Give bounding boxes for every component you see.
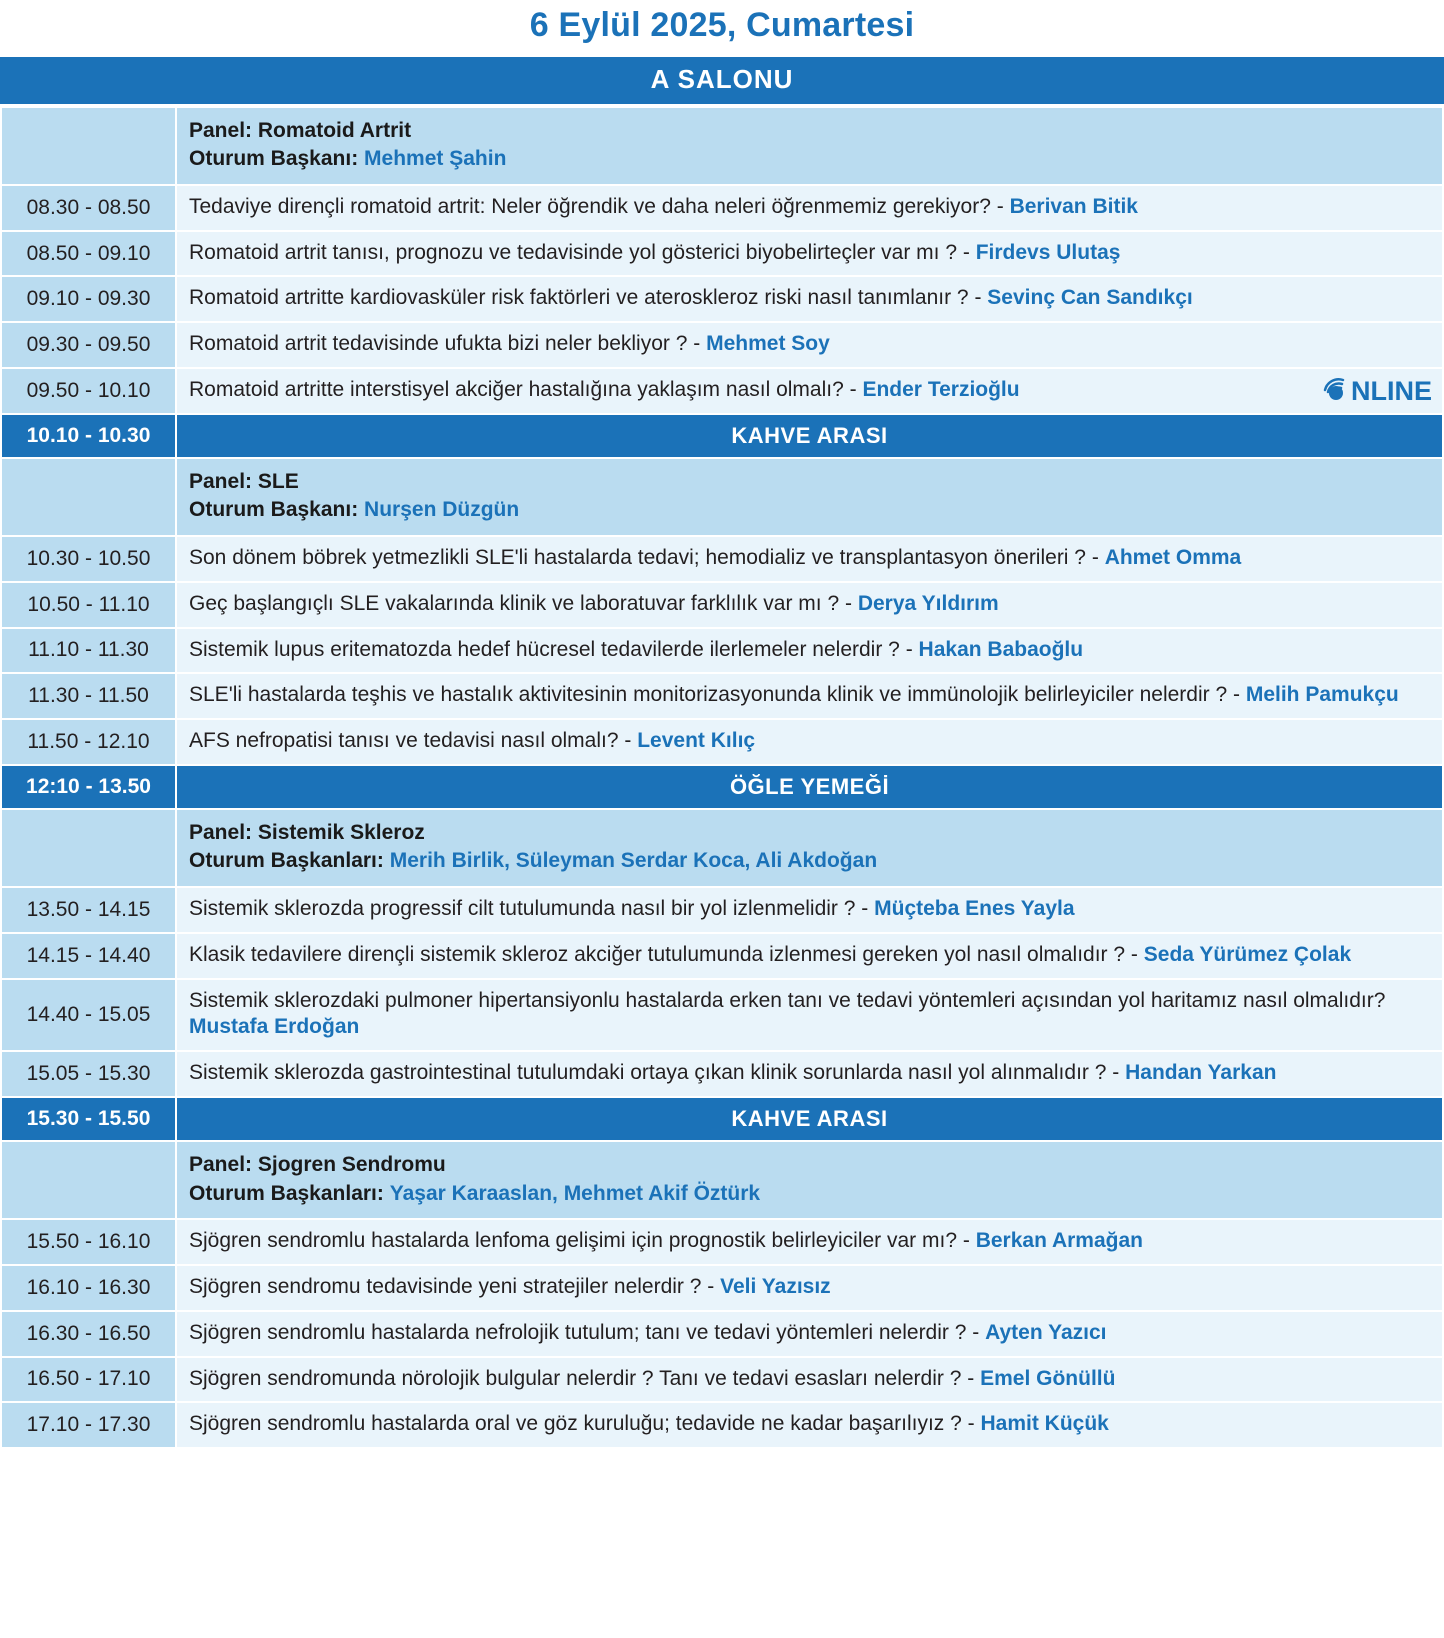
table-row [1, 628, 1443, 674]
table-row [1, 1265, 1443, 1311]
separator: - [693, 332, 701, 356]
session-time [1, 1141, 176, 1219]
separator: - [707, 1274, 715, 1298]
panel-title: Panel: Sistemik Skleroz [189, 821, 425, 845]
talk-title: Tedaviye dirençli romatoid artrit: Neler öğrendik ve daha neleri öğrenmemiz gerekiyor? [189, 194, 991, 218]
chair-names: Nurşen Düzgün [364, 498, 520, 522]
schedule-table [0, 106, 1444, 1449]
table-row [1, 322, 1443, 368]
talk-speaker: Hamit Küçük [980, 1412, 1109, 1436]
table-row [1, 887, 1443, 933]
talk-speaker: Emel Gönüllü [980, 1366, 1116, 1390]
break-time: 15.30 - 15.50 [1, 1097, 176, 1141]
talk-cell [176, 1357, 1443, 1403]
talk-title: Sistemik sklerozda progressif cilt tutulumunda nasıl bir yol izlenmelidir ? [189, 896, 856, 920]
talk-time: 10.50 - 11.10 [1, 582, 176, 628]
table-row [1, 185, 1443, 231]
talk-title: Romatoid artrit tedavisinde ufukta bizi neler bekliyor ? [189, 332, 688, 356]
separator: - [1112, 1061, 1120, 1085]
separator: - [1091, 545, 1099, 569]
panel-header [176, 1141, 1443, 1219]
talk-title: Geç başlangıçlı SLE vakalarında klinik ve laboratuvar farklılık var mı ? [189, 591, 840, 615]
talk-cell [176, 1219, 1443, 1265]
talk-title: Sistemik sklerozda gastrointestinal tutulumdaki ortaya çıkan klinik sorunlarda nasıl yol alınmalıdır ? [189, 1061, 1107, 1085]
talk-time: 08.50 - 09.10 [1, 231, 176, 277]
talk-cell [176, 628, 1443, 674]
break-label: ÖĞLE YEMEĞİ [176, 765, 1443, 809]
table-row [1, 1219, 1443, 1265]
talk-time: 15.50 - 16.10 [1, 1219, 176, 1265]
talk-time: 11.50 - 12.10 [1, 719, 176, 765]
panel-header [176, 809, 1443, 887]
separator: - [861, 896, 869, 920]
talk-cell [176, 719, 1443, 765]
talk-time: 10.30 - 10.50 [1, 536, 176, 582]
talk-cell [176, 276, 1443, 322]
talk-speaker: Levent Kılıç [637, 729, 756, 753]
talk-time: 09.50 - 10.10 [1, 368, 176, 414]
table-row [1, 231, 1443, 277]
talk-title: Romatoid artritte kardiovasküler risk faktörleri ve ateroskleroz riski nasıl tanımlanır ? [189, 286, 969, 310]
session-time [1, 458, 176, 536]
talk-speaker: Handan Yarkan [1125, 1061, 1277, 1085]
panel-header [176, 458, 1443, 536]
talk-speaker: Melih Pamukçu [1245, 683, 1399, 707]
separator: - [962, 240, 970, 264]
talk-cell [176, 231, 1443, 277]
talk-time: 09.10 - 09.30 [1, 276, 176, 322]
talk-time: 13.50 - 14.15 [1, 887, 176, 933]
talk-cell [176, 887, 1443, 933]
talk-cell [176, 1402, 1443, 1448]
table-row [1, 1051, 1443, 1097]
talk-title: AFS nefropatisi tanısı ve tedavisi nasıl olmalı? [189, 729, 619, 753]
talk-title: Son dönem böbrek yetmezlikli SLE'li hastalarda tedavi; hemodializ ve transplantasyon önerileri ? [189, 545, 1086, 569]
panel-title: Panel: SLE [189, 470, 299, 494]
session-time [1, 809, 176, 887]
panel-chair-line [189, 496, 1430, 524]
page-title: 6 Eylül 2025, Cumartesi [529, 6, 915, 44]
panel-chair-line [189, 847, 1430, 875]
talk-title: Sjögren sendromlu hastalarda lenfoma gelişimi için prognostik belirleyiciler var mı? [189, 1228, 958, 1252]
talk-cell [176, 1311, 1443, 1357]
table-row [1, 276, 1443, 322]
table-row [1, 107, 1443, 185]
panel-chair-line [189, 1180, 1430, 1208]
table-row [1, 458, 1443, 536]
online-badge [1319, 374, 1432, 408]
talk-cell [176, 673, 1443, 719]
table-row [1, 933, 1443, 979]
table-row [1, 1141, 1443, 1219]
talk-speaker: Firdevs Ulutaş [975, 240, 1121, 264]
hall-header: A SALONU [0, 55, 1444, 106]
separator: - [967, 1366, 975, 1390]
talk-speaker: Mehmet Soy [706, 332, 830, 356]
talk-speaker: Ender Terzioğlu [862, 378, 1020, 402]
talk-cell [176, 185, 1443, 231]
talk-speaker: Berkan Armağan [975, 1228, 1143, 1252]
table-row [1, 809, 1443, 887]
talk-speaker: Seda Yürümez Çolak [1143, 942, 1352, 966]
separator: - [1233, 683, 1240, 707]
talk-cell [176, 1051, 1443, 1097]
separator: - [849, 378, 857, 402]
talk-title: Sjögren sendromlu hastalarda nefrolojik tutulum; tanı ve tedavi yöntemleri nelerdir ? [189, 1320, 967, 1344]
table-row [1, 1311, 1443, 1357]
break-label: KAHVE ARASI [176, 414, 1443, 458]
talk-title: Sistemik lupus eritematozda hedef hücresel tedavilerde ilerlemeler nelerdir ? [189, 637, 900, 661]
talk-speaker: Ahmet Omma [1104, 545, 1242, 569]
table-row [1, 1357, 1443, 1403]
talk-title: Sjögren sendromlu hastalarda oral ve göz kuruluğu; tedavide ne kadar başarılıyız ? [189, 1412, 962, 1436]
separator: - [962, 1228, 970, 1252]
talk-speaker: Berivan Bitik [1009, 194, 1138, 218]
chair-names: Yaşar Karaaslan, Mehmet Akif Öztürk [389, 1181, 761, 1205]
table-row [1, 536, 1443, 582]
table-row [1, 414, 1443, 458]
separator: - [624, 729, 632, 753]
separator: - [1130, 942, 1138, 966]
talk-cell [176, 933, 1443, 979]
talk-speaker: Mustafa Erdoğan [189, 1015, 360, 1039]
talk-time: 11.10 - 11.30 [1, 628, 176, 674]
separator: - [844, 591, 852, 615]
table-row [1, 979, 1443, 1052]
talk-title: SLE'li hastalarda teşhis ve hastalık aktivitesinin monitorizasyonunda klinik ve immünolojik belirleyiciler nelerdir ? [189, 683, 1228, 707]
wifi-online-icon [1319, 374, 1353, 408]
talk-title: Sistemik sklerozdaki pulmoner hipertansiyonlu hastalarda erken tanı ve tedavi yöntemleri açısından yol haritamız nasıl olmalıdır? [189, 988, 1386, 1012]
talk-speaker: Derya Yıldırım [857, 591, 999, 615]
panel-title: Panel: Sjogren Sendromu [189, 1153, 446, 1177]
panel-header [176, 107, 1443, 185]
chair-label: Oturum Başkanları: [189, 1181, 384, 1205]
chair-label: Oturum Başkanları: [189, 849, 384, 873]
talk-time: 16.50 - 17.10 [1, 1357, 176, 1403]
session-time [1, 107, 176, 185]
talk-time: 08.30 - 08.50 [1, 185, 176, 231]
break-label: KAHVE ARASI [176, 1097, 1443, 1141]
table-row [1, 582, 1443, 628]
separator: - [967, 1412, 975, 1436]
talk-speaker: Hakan Babaoğlu [918, 637, 1084, 661]
table-row [1, 765, 1443, 809]
talk-cell [176, 322, 1443, 368]
table-row [1, 368, 1443, 414]
talk-time: 17.10 - 17.30 [1, 1402, 176, 1448]
online-label: NLINE [1351, 375, 1432, 406]
talk-time: 11.30 - 11.50 [1, 673, 176, 719]
panel-chair-line [189, 145, 1430, 173]
talk-cell [176, 536, 1443, 582]
panel-title: Panel: Romatoid Artrit [189, 119, 412, 142]
talk-time: 14.40 - 15.05 [1, 979, 176, 1052]
table-row [1, 673, 1443, 719]
chair-label: Oturum Başkanı: [189, 498, 359, 522]
talk-title: Romatoid artrit tanısı, prognozu ve tedavisinde yol gösterici biyobelirteçler var mı ? [189, 240, 958, 264]
separator: - [905, 637, 913, 661]
separator: - [974, 286, 982, 310]
separator: - [972, 1320, 980, 1344]
talk-cell [176, 979, 1443, 1052]
talk-time: 16.10 - 16.30 [1, 1265, 176, 1311]
talk-speaker: Veli Yazısız [720, 1274, 831, 1298]
table-row [1, 1402, 1443, 1448]
talk-title: Klasik tedavilere dirençli sistemik skleroz akciğer tutulumunda izlenmesi gereken yol nasıl olmalıdır ? [189, 942, 1126, 966]
break-time: 10.10 - 10.30 [1, 414, 176, 458]
talk-time: 16.30 - 16.50 [1, 1311, 176, 1357]
talk-time: 15.05 - 15.30 [1, 1051, 176, 1097]
chair-names: Merih Birlik, Süleyman Serdar Koca, Ali Akdoğan [389, 849, 878, 873]
break-time: 12:10 - 13.50 [1, 765, 176, 809]
talk-speaker: Müçteba Enes Yayla [874, 896, 1075, 920]
separator: - [996, 194, 1004, 218]
talk-speaker: Sevinç Can Sandıkçı [987, 286, 1193, 310]
talk-cell [176, 368, 1443, 414]
table-row [1, 1097, 1443, 1141]
chair-names: Mehmet Şahin [364, 147, 507, 171]
talk-speaker: Ayten Yazıcı [985, 1320, 1107, 1344]
talk-time: 09.30 - 09.50 [1, 322, 176, 368]
talk-cell [176, 1265, 1443, 1311]
table-row [1, 719, 1443, 765]
chair-label: Oturum Başkanı: [189, 147, 359, 171]
talk-title: Romatoid artritte interstisyel akciğer hastalığına yaklaşım nasıl olmalı? [189, 378, 844, 402]
talk-title: Sjögren sendromu tedavisinde yeni stratejiler nelerdir ? [189, 1274, 702, 1298]
talk-cell [176, 582, 1443, 628]
talk-title: Sjögren sendromunda nörolojik bulgular nelerdir ? Tanı ve tedavi esasları nelerdir ? [189, 1366, 962, 1390]
talk-time: 14.15 - 14.40 [1, 933, 176, 979]
